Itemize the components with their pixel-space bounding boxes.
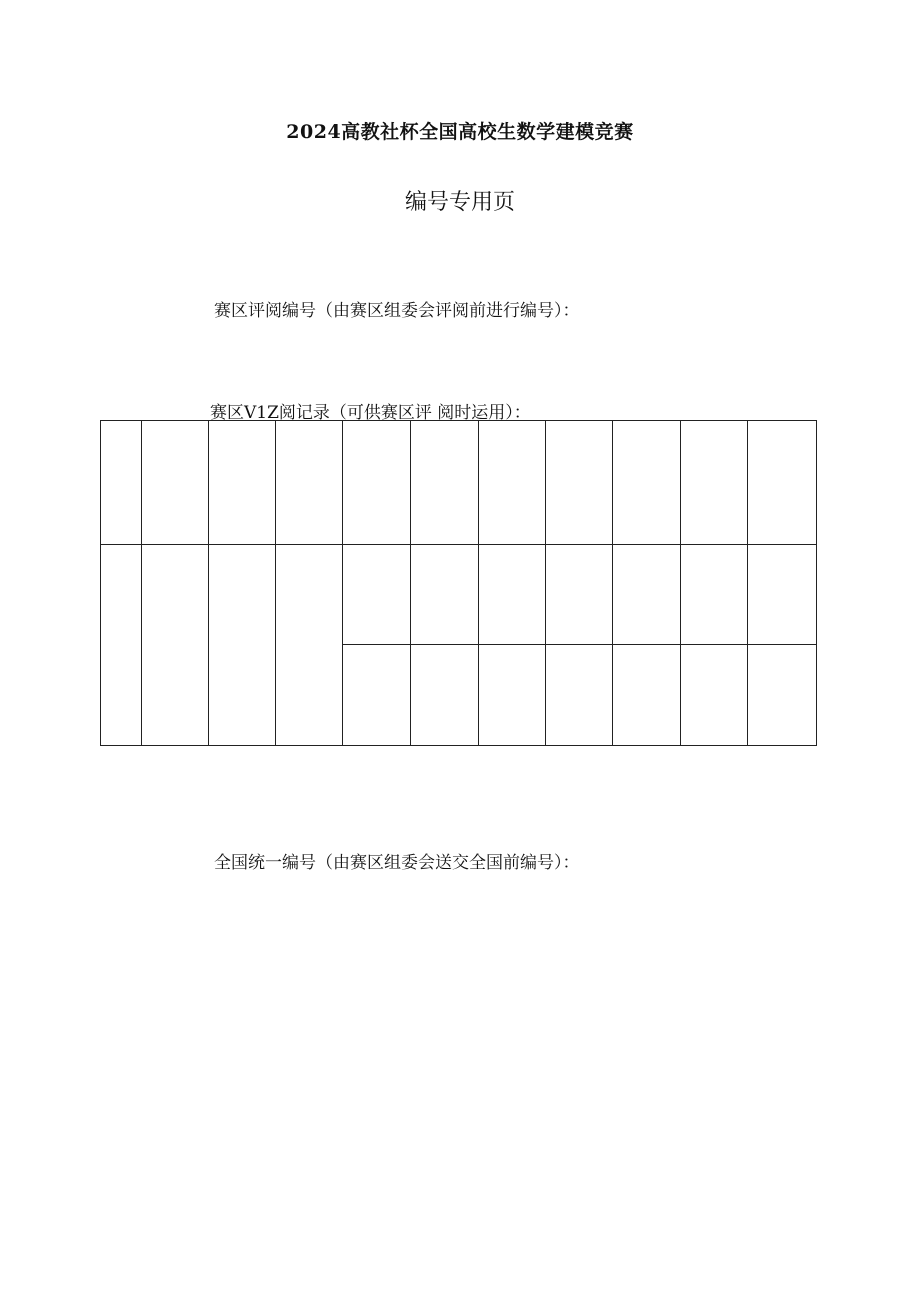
table-cell[interactable] (479, 421, 546, 545)
table-cell[interactable] (681, 645, 748, 746)
table-cell[interactable] (276, 545, 343, 746)
table-cell[interactable] (276, 421, 343, 545)
region-review-record-label: 赛区V1Z阅记录（可供赛区评 阅时运用）： (210, 403, 531, 423)
table-cell[interactable] (343, 545, 411, 645)
table-cell[interactable] (613, 421, 681, 545)
table-cell[interactable] (209, 421, 276, 545)
table-cell[interactable] (343, 421, 411, 545)
table-cell[interactable] (613, 645, 681, 746)
table-cell[interactable] (546, 645, 613, 746)
region-review-number-label: 赛区评阅编号（由赛区组委会评阅前进行编号）： (214, 301, 580, 321)
document-title: 2024高教社杯全国高校生数学建模竞赛 (286, 121, 634, 143)
table-cell[interactable] (101, 545, 142, 746)
table-cell[interactable] (209, 545, 276, 746)
table-cell[interactable] (681, 421, 748, 545)
table-cell[interactable] (411, 421, 479, 545)
table-cell[interactable] (142, 545, 209, 746)
table-cell[interactable] (343, 645, 411, 746)
table-row (101, 545, 817, 645)
national-number-label: 全国统一编号（由赛区组委会送交全国前编号）： (214, 853, 580, 873)
table-cell[interactable] (613, 545, 681, 645)
table-row (101, 421, 817, 545)
table-cell[interactable] (479, 645, 546, 746)
table-cell[interactable] (546, 545, 613, 645)
table-cell[interactable] (479, 545, 546, 645)
table-cell[interactable] (411, 645, 479, 746)
document-subtitle: 编号专用页 (404, 190, 515, 215)
table-cell[interactable] (101, 421, 142, 545)
table-cell[interactable] (748, 545, 817, 645)
table-cell[interactable] (681, 545, 748, 645)
table-cell[interactable] (748, 421, 817, 545)
table-cell[interactable] (748, 645, 817, 746)
review-record-table (100, 420, 817, 746)
table-cell[interactable] (411, 545, 479, 645)
table-cell[interactable] (142, 421, 209, 545)
table-cell[interactable] (546, 421, 613, 545)
